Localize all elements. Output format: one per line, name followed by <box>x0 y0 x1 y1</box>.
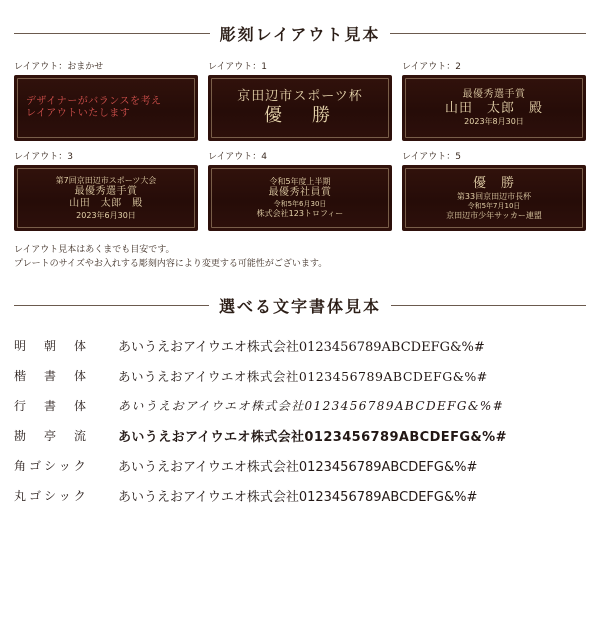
plate-cell <box>402 59 586 141</box>
font-section-title: 選べる文字書体見本 <box>219 296 382 316</box>
font-name-label: 楷 書 体 <box>14 369 90 384</box>
plate-text-line: 2023年6月30日 <box>76 210 136 220</box>
font-name-label: 勘 亭 流 <box>14 429 90 444</box>
plate-caption: レイアウト：4 <box>208 152 268 162</box>
note-line: レイアウト見本はあくまでも目安です。 <box>14 245 175 255</box>
font-sample-text: あいうえおアイウエオ株式会社0123456789ABCDEFG&%# <box>118 460 478 476</box>
plate-caption: レイアウト：2 <box>402 62 462 72</box>
font-sample-text: あいうえおアイウエオ株式会社0123456789ABCDEFG&%# <box>118 490 478 506</box>
plate-cell <box>14 149 198 231</box>
heading-rule-left <box>14 305 209 306</box>
plate-text-line: レイアウトいたします <box>26 108 131 119</box>
plate-text-line: 第33回京田辺市長杯 <box>456 191 532 201</box>
plate-text-block <box>14 176 198 221</box>
font-sample-row <box>14 391 586 421</box>
font-sample-row <box>14 421 586 451</box>
plate-text-line: 山田 太郎 殿 <box>69 198 143 209</box>
engraving-plate <box>208 165 392 231</box>
plate-caption: レイアウト：3 <box>14 152 74 162</box>
plate-text-block <box>14 96 198 121</box>
plate-text-line: 第7回京田辺市スポーツ大会 <box>55 175 157 185</box>
note-line: プレートのサイズやお入れする彫刻内容により変更する可能性がございます。 <box>14 259 328 270</box>
plate-text-block <box>402 89 586 128</box>
plate-text-line: 令和5年7月10日 <box>467 201 521 210</box>
plate-text-line: 京田辺市スポーツ杯 <box>237 88 363 104</box>
layout-notes <box>14 243 586 272</box>
plate-text-line: 優 勝 <box>472 175 515 191</box>
plate-text-line: 株式会社123トロフィー <box>256 208 344 218</box>
plate-cell <box>14 59 198 141</box>
plate-text-line: デザイナーがバランスを考え <box>26 95 162 107</box>
font-sample-text: あいうえおアイウエオ株式会社0123456789ABCDEFG&%# <box>118 368 488 384</box>
plate-caption: レイアウト：5 <box>402 152 462 162</box>
font-section-heading <box>14 294 586 317</box>
heading-rule-left <box>14 33 210 34</box>
font-name-label: 行 書 体 <box>14 399 90 414</box>
plate-text-line: 優 勝 <box>264 104 336 126</box>
heading-rule-right <box>390 33 586 34</box>
engraving-plate <box>14 75 198 141</box>
plate-cell <box>208 149 392 231</box>
plate-text-line: 最優秀社員賞 <box>268 187 332 199</box>
engraving-plate <box>14 165 198 231</box>
font-sample-text: あいうえおアイウエオ株式会社0123456789ABCDEFG&%# <box>118 430 507 446</box>
layout-section-title: 彫刻レイアウト見本 <box>219 25 381 44</box>
font-sample-row <box>14 361 586 391</box>
plate-text-line: 令和5年度上半期 <box>269 177 331 187</box>
engraving-plate <box>402 165 586 231</box>
engraving-sample-page <box>0 22 600 622</box>
plate-text-line: 2023年8月30日 <box>464 117 524 127</box>
plate-text-line: 山田 太郎 殿 <box>444 101 543 117</box>
layout-section-heading <box>14 22 586 45</box>
plate-text-line: 最優秀選手賞 <box>462 88 526 100</box>
plate-text-block <box>208 177 392 218</box>
font-sample-text: あいうえおアイウエオ株式会社0123456789ABCDEFG&%# <box>118 399 505 414</box>
plate-caption: レイアウト：1 <box>208 62 268 72</box>
plate-text-block <box>208 89 392 128</box>
font-name-label: 丸ゴシック <box>14 489 89 504</box>
font-sample-row <box>14 481 586 511</box>
font-name-label: 明 朝 体 <box>14 339 90 354</box>
font-sample-text: あいうえおアイウエオ株式会社0123456789ABCDEFG&%# <box>118 340 485 356</box>
font-name-label: 角ゴシック <box>14 459 89 474</box>
heading-rule-right <box>391 305 586 306</box>
plate-text-line: 京田辺市少年サッカー連盟 <box>446 210 542 220</box>
engraving-plate <box>208 75 392 141</box>
engraving-plate <box>402 75 586 141</box>
plate-grid <box>14 59 586 231</box>
plate-text-line: 最優秀選手賞 <box>74 185 138 197</box>
plate-cell <box>208 59 392 141</box>
font-sample-list <box>14 331 586 511</box>
font-sample-row <box>14 331 586 361</box>
plate-caption: レイアウト：おまかせ <box>14 62 104 72</box>
font-sample-row <box>14 451 586 481</box>
plate-cell <box>402 149 586 231</box>
plate-text-block <box>402 176 586 221</box>
plate-text-line: 令和5年6月30日 <box>273 199 327 208</box>
